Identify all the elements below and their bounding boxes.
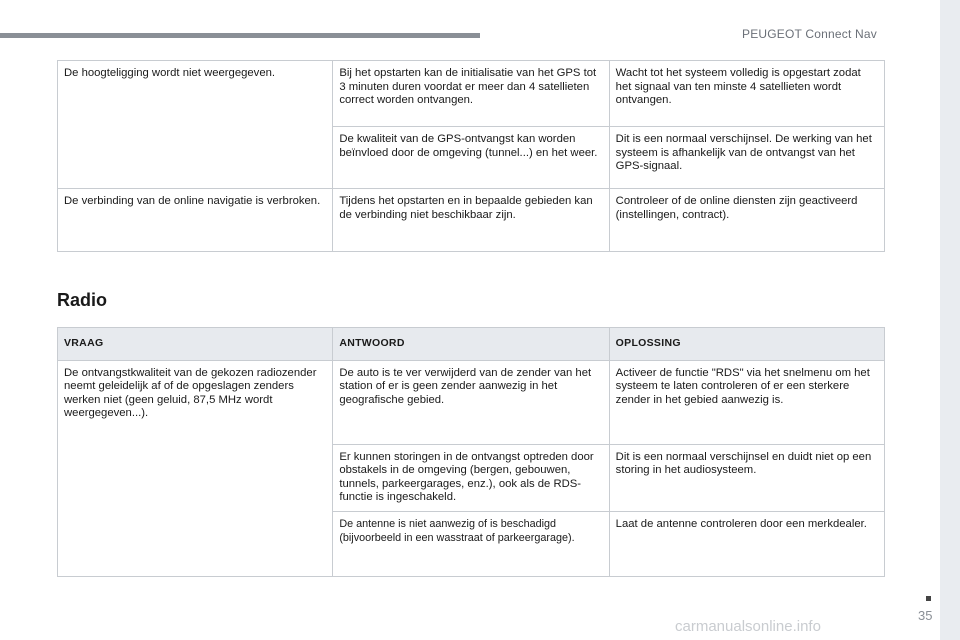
page-end-marker: [926, 596, 931, 601]
solution-cell: Activeer de functie "RDS" via het snelmenu om het systeem te laten controleren of er een sterkere zender in het gebied aanwezig is.: [609, 360, 884, 444]
header-rule: [0, 33, 480, 38]
answer-cell: Er kunnen storingen in de ontvangst optreden door obstakels in de omgeving (bergen, gebouwen, tunnels, parkeergarages, enz.), ook als de RDS-functie is ingeschakeld.: [333, 444, 609, 511]
answer-cell: De kwaliteit van de GPS-ontvangst kan worden beïnvloed door de omgeving (tunnel...) en het weer.: [333, 127, 609, 189]
question-cell: De ontvangstkwaliteit van de gekozen radiozender neemt geleidelijk af of de opgeslagen zenders werken niet (geen geluid, 87,5 MHz wordt weergegeven...).: [58, 360, 333, 576]
table-row: [58, 360, 885, 444]
answer-cell: Bij het opstarten kan de initialisatie van het GPS tot 3 minuten duren voordat er meer dan 4 satellieten correct worden ontvangen.: [333, 61, 609, 127]
section-title-radio: Radio: [57, 290, 108, 310]
watermark: carmanualsonline.info: [675, 618, 821, 635]
radio-troubleshooting-table: [57, 327, 885, 577]
table-row: [58, 189, 885, 252]
question-cell: De verbinding van de online navigatie is verbroken.: [58, 189, 333, 252]
answer-cell: De antenne is niet aanwezig of is beschadigd (bijvoorbeeld in een wasstraat of parkeergarage).: [333, 511, 609, 576]
table-row: [58, 61, 885, 127]
answer-cell: De auto is te ver verwijderd van de zender van het station of er is geen zender aanwezig in het geografische gebied.: [333, 360, 609, 444]
solution-cell: Dit is een normaal verschijnsel. De werking van het systeem is afhankelijk van de ontvangst van het GPS-signaal.: [609, 127, 884, 189]
header-title: PEUGEOT Connect Nav: [742, 27, 877, 41]
solution-cell: Wacht tot het systeem volledig is opgestart zodat het signaal van ten minste 4 satellieten wordt ontvangen.: [609, 61, 884, 127]
gps-troubleshooting-table: [57, 60, 885, 252]
solution-cell: Laat de antenne controleren door een merkdealer.: [609, 511, 884, 576]
question-cell: De hoogteligging wordt niet weergegeven.: [58, 61, 333, 189]
column-header-solution: OPLOSSING: [609, 328, 884, 361]
table-header-row: [58, 328, 885, 361]
solution-cell: Controleer of de online diensten zijn geactiveerd (instellingen, contract).: [609, 189, 884, 252]
column-header-question: VRAAG: [58, 328, 333, 361]
page-number: 35: [918, 608, 933, 623]
page-side-strip: [940, 0, 960, 640]
answer-cell: Tijdens het opstarten en in bepaalde gebieden kan de verbinding niet beschikbaar zijn.: [333, 189, 609, 252]
solution-cell: Dit is een normaal verschijnsel en duidt niet op een storing in het audiosysteem.: [609, 444, 884, 511]
column-header-answer: ANTWOORD: [333, 328, 609, 361]
